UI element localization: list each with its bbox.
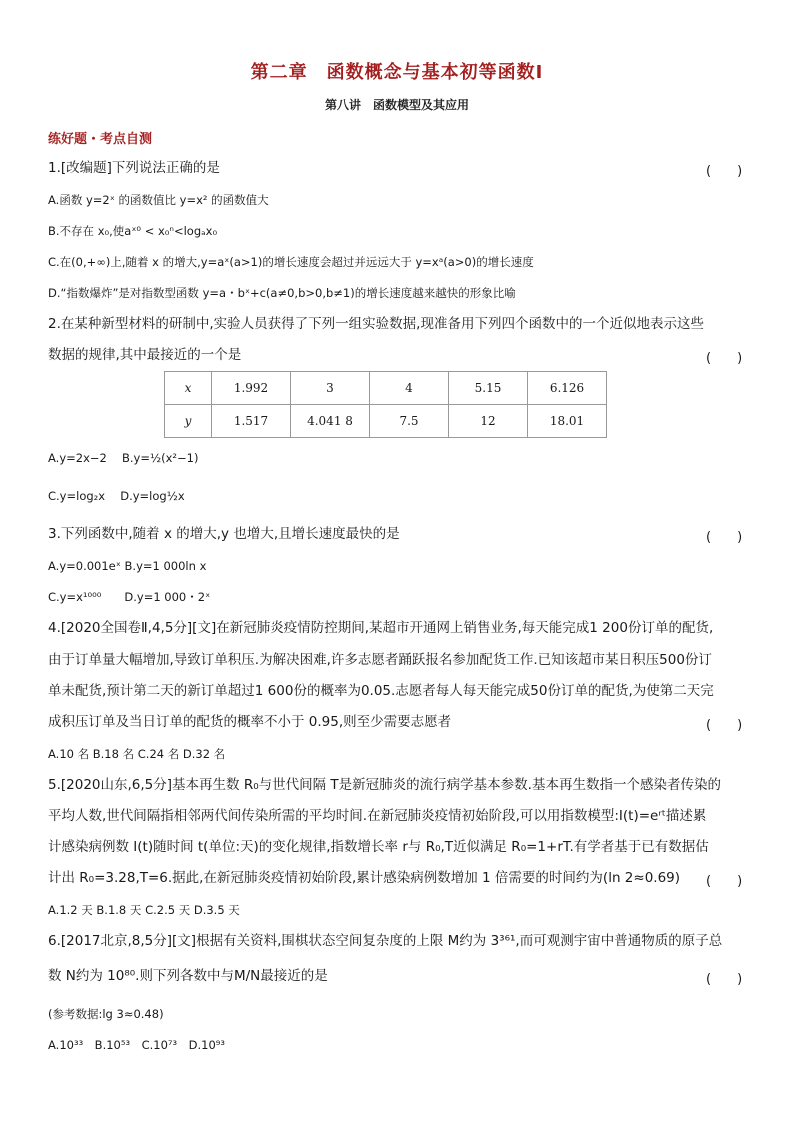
- q2-stem-line2: 数据的规律,其中最接近的一个是: [48, 347, 242, 363]
- q2-stem-line1: 2.在某种新型材料的研制中,实验人员获得了下列一组实验数据,现准备用下列四个函数中的一个近似地表示这些: [48, 316, 704, 332]
- table-cell: 1.517: [212, 405, 291, 438]
- q6-line2: 数 N约为 10⁸⁰.则下列各数中与M/N最接近的是: [48, 968, 328, 984]
- q5-line4: 计出 R₀=3.28,T=6.据此,在新冠肺炎疫情初始阶段,累计感染病例数增加 1 倍需要的时间约为(ln 2≈0.69): [48, 870, 681, 886]
- q1-option-d: D.“指数爆炸”是对指数型函数 y=a・bˣ+c(a≠0,b>0,b≠1)的增长速度越来越快的形象比喻: [48, 286, 516, 300]
- chapter-title: 第二章 函数概念与基本初等函数Ⅰ: [250, 62, 544, 83]
- section-label: 练好题・考点自测: [48, 132, 153, 147]
- q5-options: A.1.2 天 B.1.8 天 C.2.5 天 D.3.5 天: [48, 903, 240, 917]
- table-cell: 18.01: [528, 405, 607, 438]
- table-cell: y: [165, 405, 212, 438]
- q1-option-a: A.函数 y=2ˣ 的函数值比 y=x² 的函数值大: [48, 193, 269, 207]
- q1-answer-paren: ( ): [706, 164, 743, 179]
- table-row-x: [165, 372, 607, 405]
- table-cell: 3: [291, 372, 370, 405]
- q5-line1: 5.[2020山东,6,5分]基本再生数 R₀与世代间隔 T是新冠肺炎的流行病学基本参数.基本再生数指一个感染者传染的: [48, 777, 721, 793]
- q6-line1: 6.[2017北京,8,5分][文]根据有关资料,围棋状态空间复杂度的上限 M约为 3³⁶¹,而可观测宇宙中普通物质的原子总: [48, 933, 723, 949]
- q1-option-c: C.在(0,+∞)上,随着 x 的增大,y=aˣ(a>1)的增长速度会超过并远远大于 y=xᵃ(a>0)的增长速度: [48, 255, 534, 269]
- q2-answer-paren: ( ): [706, 351, 743, 366]
- table-cell: 7.5: [370, 405, 449, 438]
- table-cell: 5.15: [449, 372, 528, 405]
- q3-options-ab: A.y=0.001eˣ B.y=1 000ln x: [48, 559, 207, 573]
- q4-options: A.10 名 B.18 名 C.24 名 D.32 名: [48, 747, 226, 761]
- lecture-title: 第八讲 函数模型及其应用: [324, 98, 469, 112]
- q3-options-cd: C.y=x¹⁰⁰⁰ D.y=1 000・2ˣ: [48, 590, 211, 604]
- q4-line2: 由于订单量大幅增加,导致订单积压.为解决困难,许多志愿者踊跃报名参加配货工作.已知该超市某日积压500份订: [48, 652, 712, 668]
- q4-line3: 单未配货,预计第二天的新订单超过1 600份的概率为0.05.志愿者每人每天能完成50份订单的配货,为使第二天完: [48, 683, 714, 699]
- q2-options-ab: A.y=2x−2 B.y=½(x²−1): [48, 451, 199, 465]
- q1-stem: 1.[改编题]下列说法正确的是: [48, 160, 220, 176]
- table-row-y: [165, 405, 607, 438]
- q5-line3: 计感染病例数 I(t)随时间 t(单位:天)的变化规律,指数增长率 r与 R₀,T近似满足 R₀=1+rT.有学者基于已有数据估: [48, 839, 709, 855]
- q5-answer-paren: ( ): [706, 874, 743, 889]
- q2-options-cd: C.y=log₂x D.y=log½x: [48, 489, 185, 503]
- q1-option-b: B.不存在 x₀,使aˣ⁰ < x₀ⁿ<logₐx₀: [48, 224, 218, 238]
- q4-answer-paren: ( ): [706, 718, 743, 733]
- table-cell: 4: [370, 372, 449, 405]
- q2-data-table: [164, 371, 607, 438]
- table-cell: 1.992: [212, 372, 291, 405]
- q4-line1: 4.[2020全国卷Ⅱ,4,5分][文]在新冠肺炎疫情防控期间,某超市开通网上销售业务,每天能完成1 200份订单的配货,: [48, 620, 714, 636]
- q3-stem: 3.下列函数中,随着 x 的增大,y 也增大,且增长速度最快的是: [48, 526, 400, 542]
- table-cell: 6.126: [528, 372, 607, 405]
- q5-line2: 平均人数,世代间隔指相邻两代间传染所需的平均时间.在新冠肺炎疫情初始阶段,可以用指数模型:I(t)=eʳᵗ描述累: [48, 808, 707, 824]
- table-cell: 4.041 8: [291, 405, 370, 438]
- q6-answer-paren: ( ): [706, 972, 743, 987]
- q6-reference-note: (参考数据:lg 3≈0.48): [48, 1007, 164, 1021]
- q4-line4: 成积压订单及当日订单的配货的概率不小于 0.95,则至少需要志愿者: [48, 714, 452, 730]
- q3-answer-paren: ( ): [706, 530, 743, 545]
- q6-options: A.10³³ B.10⁵³ C.10⁷³ D.10⁹³: [48, 1038, 225, 1052]
- table-cell: 12: [449, 405, 528, 438]
- table-cell: x: [165, 372, 212, 405]
